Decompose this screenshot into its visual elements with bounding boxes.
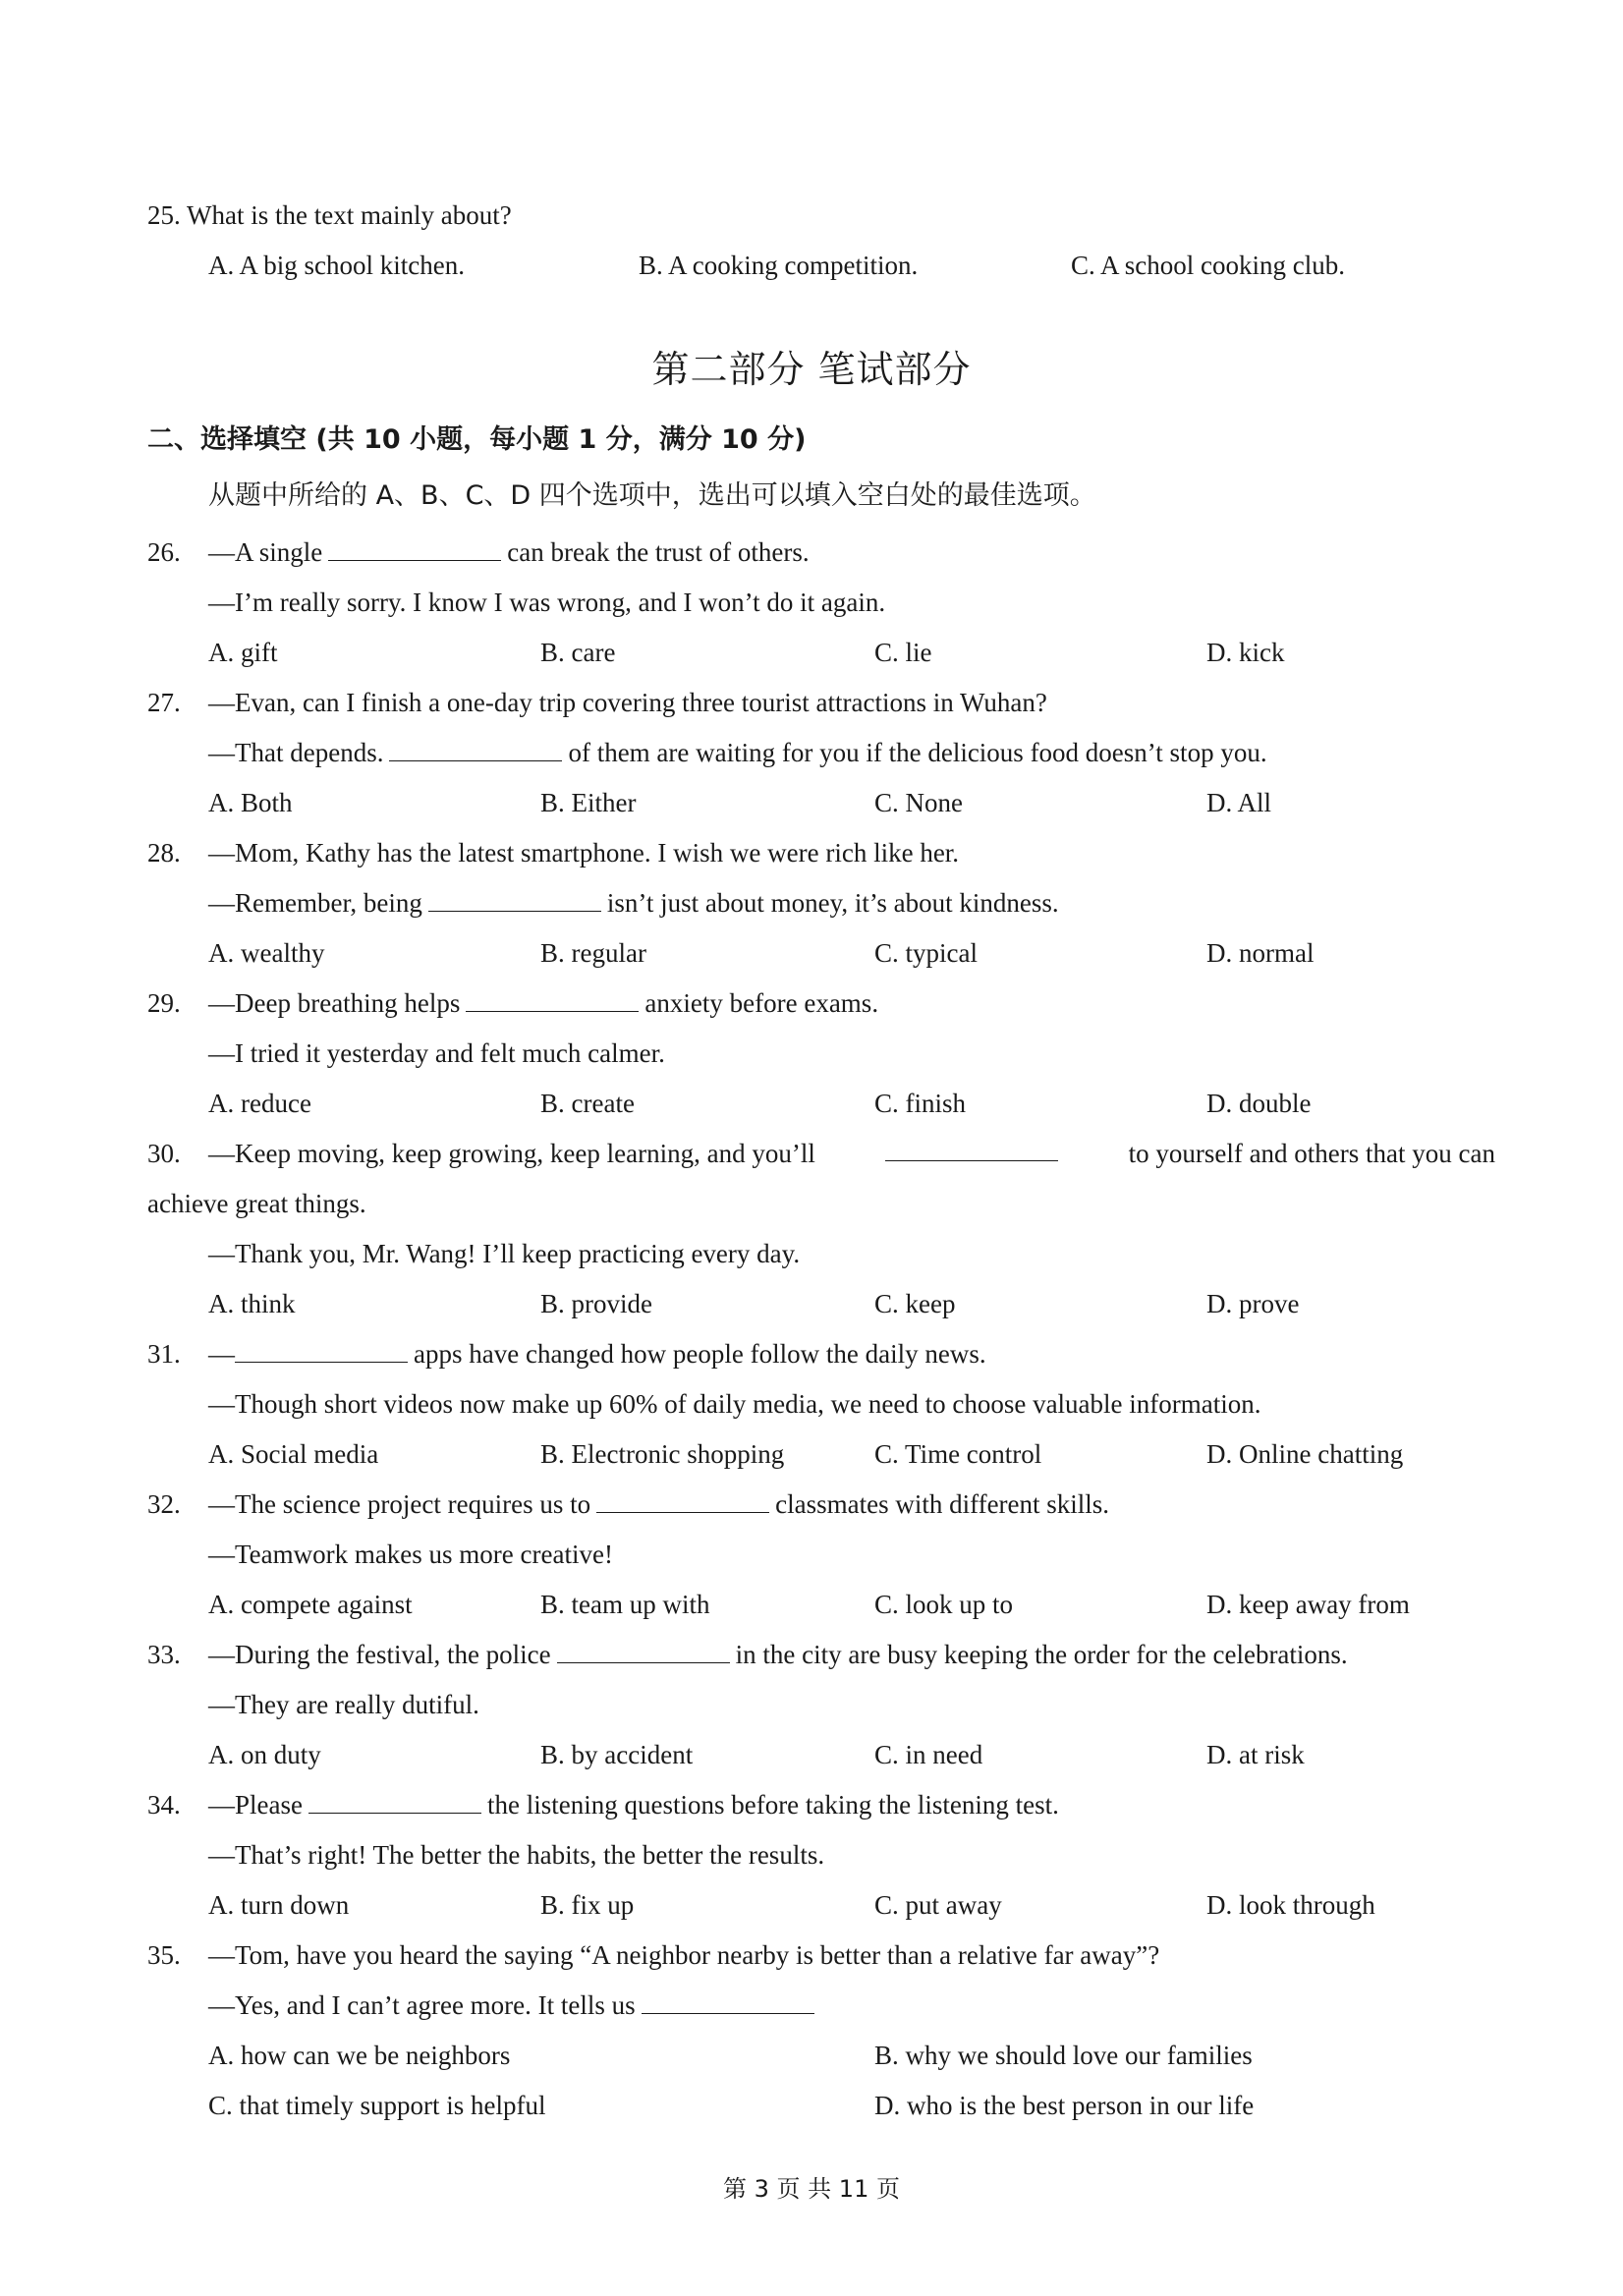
question-29-line2: —I tried it yesterday and felt much calmer.	[208, 1038, 665, 1068]
answer-blank	[428, 887, 601, 912]
question-31-line1	[208, 1337, 986, 1371]
option-a: A. wealthy	[208, 938, 325, 968]
stem-text: apps have changed how people follow the daily news.	[414, 1339, 986, 1369]
section-instruction: 从题中所给的 A、B、C、D 四个选项中，选出可以填入空白处的最佳选项。	[208, 480, 1096, 511]
option-c: C. Time control	[874, 1439, 1042, 1469]
stem-text: —A single	[208, 537, 323, 567]
question-number: 31.	[147, 1339, 181, 1369]
option-b: B. create	[540, 1089, 635, 1118]
question-30-line1-cont: achieve great things.	[147, 1189, 366, 1218]
stem-text: —Deep breathing helps	[208, 988, 461, 1018]
option-c: C. finish	[874, 1089, 967, 1118]
answer-blank	[389, 737, 562, 761]
question-33-line2: —They are really dutiful.	[208, 1690, 479, 1719]
option-c: C. None	[874, 788, 963, 817]
question-29	[147, 986, 181, 1020]
question-number: 28.	[147, 838, 181, 868]
question-27-line2	[208, 736, 1267, 769]
option-d: D. Online chatting	[1206, 1439, 1404, 1469]
question-number: 30.	[147, 1139, 181, 1168]
answer-blank	[642, 1989, 814, 2014]
option-b: B. team up with	[540, 1590, 710, 1619]
option-d: D. at risk	[1206, 1740, 1305, 1769]
question-30-line2: —Thank you, Mr. Wang! I’ll keep practicing every day.	[208, 1239, 801, 1268]
option-b: B. A cooking competition.	[639, 251, 919, 280]
option-b: B. provide	[540, 1289, 652, 1318]
stem-text: classmates with different skills.	[775, 1489, 1110, 1519]
option-b: B. by accident	[540, 1740, 694, 1769]
option-d: D. All	[1206, 788, 1272, 817]
question-number: 35.	[147, 1940, 181, 1970]
question-33	[147, 1638, 181, 1671]
question-35	[147, 1938, 181, 1972]
question-34	[147, 1788, 181, 1821]
stem-text: to yourself and others that you can	[1128, 1139, 1495, 1168]
question-number: 26.	[147, 537, 181, 567]
option-a: A. gift	[208, 638, 278, 667]
option-a: A. reduce	[208, 1089, 311, 1118]
question-25-stem	[147, 198, 512, 232]
option-d: D. normal	[1206, 938, 1315, 968]
question-29-line1	[208, 986, 878, 1020]
question-35-line2	[208, 1988, 820, 2022]
option-a: A. compete against	[208, 1590, 413, 1619]
section-title: 二、选择填空 (共 10 小题，每小题 1 分，满分 10 分)	[147, 424, 807, 455]
question-31	[147, 1337, 181, 1371]
question-number: 29.	[147, 988, 181, 1018]
option-c: C. lie	[874, 638, 932, 667]
stem-text: —That depends.	[208, 738, 384, 767]
option-b: B. Either	[540, 788, 637, 817]
option-c: C. typical	[874, 938, 978, 968]
option-a: A. Both	[208, 788, 293, 817]
question-32-line1	[208, 1487, 1109, 1521]
question-35-line1: —Tom, have you heard the saying “A neighbor nearby is better than a relative far away”?	[208, 1940, 1160, 1970]
option-a: A. how can we be neighbors	[208, 2041, 511, 2070]
question-30-line1	[208, 1137, 1495, 1170]
question-26	[147, 535, 181, 569]
option-b: B. Electronic shopping	[540, 1439, 785, 1469]
question-27-line1: —Evan, can I finish a one-day trip covering three tourist attractions in Wuhan?	[208, 688, 1047, 717]
question-32	[147, 1487, 181, 1521]
stem-text: —The science project requires us to	[208, 1489, 591, 1519]
question-28-line2	[208, 886, 1059, 920]
part-title: 第二部分 笔试部分	[651, 348, 972, 391]
option-b: B. care	[540, 638, 616, 667]
question-28	[147, 836, 181, 869]
question-34-line2: —That’s right! The better the habits, the better the results.	[208, 1840, 825, 1870]
stem-text: in the city are busy keeping the order for the celebrations.	[735, 1640, 1348, 1669]
stem-text: of them are waiting for you if the delicious food doesn’t stop you.	[568, 738, 1267, 767]
question-number: 25.	[147, 200, 181, 230]
question-28-line1: —Mom, Kathy has the latest smartphone. I wish we were rich like her.	[208, 838, 960, 868]
option-d: D. double	[1206, 1089, 1312, 1118]
stem-text: anxiety before exams.	[644, 988, 879, 1018]
answer-blank	[466, 987, 639, 1012]
page-footer: 第 3 页 共 11 页	[723, 2175, 900, 2203]
stem-text: —Yes, and I can’t agree more. It tells us	[208, 1990, 636, 2020]
question-27	[147, 686, 181, 719]
stem-text: isn’t just about money, it’s about kindness.	[606, 888, 1059, 918]
option-c: C. look up to	[874, 1590, 1014, 1619]
stem-text: can break the trust of others.	[507, 537, 810, 567]
question-text: What is the text mainly about?	[187, 200, 512, 230]
question-26-line1	[208, 535, 810, 569]
stem-text: —Please	[208, 1790, 303, 1820]
option-d: D. who is the best person in our life	[874, 2091, 1255, 2120]
option-a: A. think	[208, 1289, 296, 1318]
option-c: C. put away	[874, 1890, 1002, 1920]
option-d: D. kick	[1206, 638, 1285, 667]
answer-blank	[557, 1639, 730, 1663]
option-b: B. fix up	[540, 1890, 635, 1920]
question-number: 34.	[147, 1790, 181, 1820]
option-a: A. on duty	[208, 1740, 321, 1769]
stem-text: —	[208, 1339, 235, 1369]
option-c: C. A school cooking club.	[1071, 251, 1345, 280]
option-d: D. keep away from	[1206, 1590, 1410, 1619]
option-c: C. that timely support is helpful	[208, 2091, 546, 2120]
question-31-line2: —Though short videos now make up 60% of daily media, we need to choose valuable information.	[208, 1389, 1261, 1419]
option-c: C. keep	[874, 1289, 956, 1318]
question-33-line1	[208, 1638, 1348, 1671]
question-30	[147, 1137, 181, 1170]
option-a: A. A big school kitchen.	[208, 251, 465, 280]
question-26-line2: —I’m really sorry. I know I was wrong, and I won’t do it again.	[208, 588, 886, 617]
question-32-line2: —Teamwork makes us more creative!	[208, 1540, 613, 1569]
answer-blank	[308, 1789, 481, 1814]
question-number: 32.	[147, 1489, 181, 1519]
answer-blank	[596, 1488, 769, 1513]
stem-text: —Keep moving, keep growing, keep learning, and you’ll	[208, 1139, 815, 1168]
option-d: D. look through	[1206, 1890, 1375, 1920]
question-number: 33.	[147, 1640, 181, 1669]
option-a: A. Social media	[208, 1439, 379, 1469]
option-b: B. regular	[540, 938, 646, 968]
answer-blank	[235, 1338, 408, 1363]
answer-blank	[885, 1137, 1058, 1161]
stem-text: —During the festival, the police	[208, 1640, 551, 1669]
option-b: B. why we should love our families	[874, 2041, 1253, 2070]
option-c: C. in need	[874, 1740, 983, 1769]
option-d: D. prove	[1206, 1289, 1300, 1318]
stem-text: —Remember, being	[208, 888, 422, 918]
option-a: A. turn down	[208, 1890, 350, 1920]
stem-text: the listening questions before taking the listening test.	[486, 1790, 1059, 1820]
question-number: 27.	[147, 688, 181, 717]
answer-blank	[328, 536, 501, 561]
question-34-line1	[208, 1788, 1059, 1821]
